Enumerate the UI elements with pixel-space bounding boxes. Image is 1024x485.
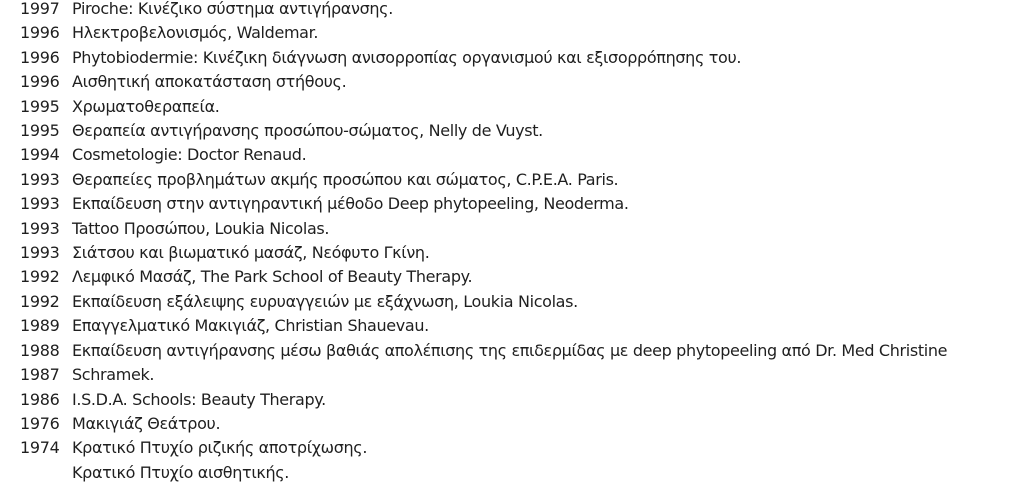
entry-year: 1996 [20,47,60,67]
timeline-entry [0,339,1024,363]
entry-year: 1974 [20,438,60,458]
timeline-entry [0,192,1024,216]
entry-text: Cosmetologie: Doctor Renaud. [72,145,307,165]
entry-year: 1996 [20,23,60,43]
entry-year: 1993 [20,194,60,214]
timeline-entry [0,314,1024,338]
timeline-entry [0,461,1024,485]
entry-year: 1993 [20,218,60,238]
entry-text: Εκπαίδευση εξάλειψης ευρυαγγειών με εξάχνωση, Loukia Nicolas. [72,291,578,311]
timeline-entry [0,241,1024,265]
entry-text: Μακιγιάζ Θεάτρου. [72,413,221,433]
entry-text: Phytobiodermie: Κινέζικη διάγνωση ανισορροπίας οργανισμού και εξισορρόπησης του. [72,47,742,67]
timeline-entry [0,388,1024,412]
entry-year: 1992 [20,267,60,287]
entry-text: Αισθητική αποκατάσταση στήθους. [72,72,347,92]
entry-year: 1986 [20,389,60,409]
entry-year: 1995 [20,121,60,141]
entry-text: Schramek. [72,365,155,385]
timeline-entry [0,168,1024,192]
timeline-entry [0,70,1024,94]
timeline-entry [0,119,1024,143]
entry-year: 1976 [20,413,60,433]
entry-text: Επαγγελματικό Μακιγιάζ, Christian Shauevau. [72,316,429,336]
timeline-entry [0,363,1024,387]
timeline-entry [0,143,1024,167]
entry-year: 1987 [20,365,60,385]
entry-year: 1997 [20,0,60,18]
entry-text: I.S.D.A. Schools: Beauty Therapy. [72,389,326,409]
entry-year: 1993 [20,169,60,189]
entry-text: Χρωματοθεραπεία. [72,96,220,116]
timeline-entry [0,21,1024,45]
entry-year: 1989 [20,316,60,336]
entry-text: Εκπαίδευση στην αντιγηραντική μέθοδο Deep phytopeeling, Neoderma. [72,194,629,214]
entry-year: 1995 [20,96,60,116]
timeline-entry [0,290,1024,314]
timeline-entry [0,412,1024,436]
timeline-entry [0,217,1024,241]
entry-text: Κρατικό Πτυχίο ριζικής αποτρίχωσης. [72,438,368,458]
timeline-entry [0,46,1024,70]
entry-text: Σιάτσου και βιωματικό μασάζ, Νεόφυτο Γκίνη. [72,243,430,263]
entry-text: Ηλεκτροβελονισμός, Waldemar. [72,23,319,43]
timeline-entry [0,436,1024,460]
entry-year: 1988 [20,340,60,360]
entry-year: 1994 [20,145,60,165]
entry-text: Θεραπείες προβλημάτων ακμής προσώπου και σώματος, C.P.E.A. Paris. [72,169,619,189]
entry-text: Tattoo Προσώπου, Loukia Nicolas. [72,218,330,238]
entry-year: 1993 [20,243,60,263]
entry-text: Piroche: Κινέζικο σύστημα αντιγήρανσης. [72,0,393,18]
entry-year: 1996 [20,72,60,92]
timeline-entry [0,0,1024,21]
timeline-entry [0,265,1024,289]
entry-text: Θεραπεία αντιγήρανσης προσώπου-σώματος, Nelly de Vuyst. [72,121,543,141]
entry-year: 1992 [20,291,60,311]
entry-text: Εκπαίδευση αντιγήρανσης μέσω βαθιάς απολέπισης της επιδερμίδας με deep phytopeeling από Dr. Med Christine [72,340,948,360]
entry-text: Κρατικό Πτυχίο αισθητικής. [72,462,290,482]
timeline-entry [0,95,1024,119]
entry-text: Λεμφικό Μασάζ, The Park School of Beauty Therapy. [72,267,473,287]
